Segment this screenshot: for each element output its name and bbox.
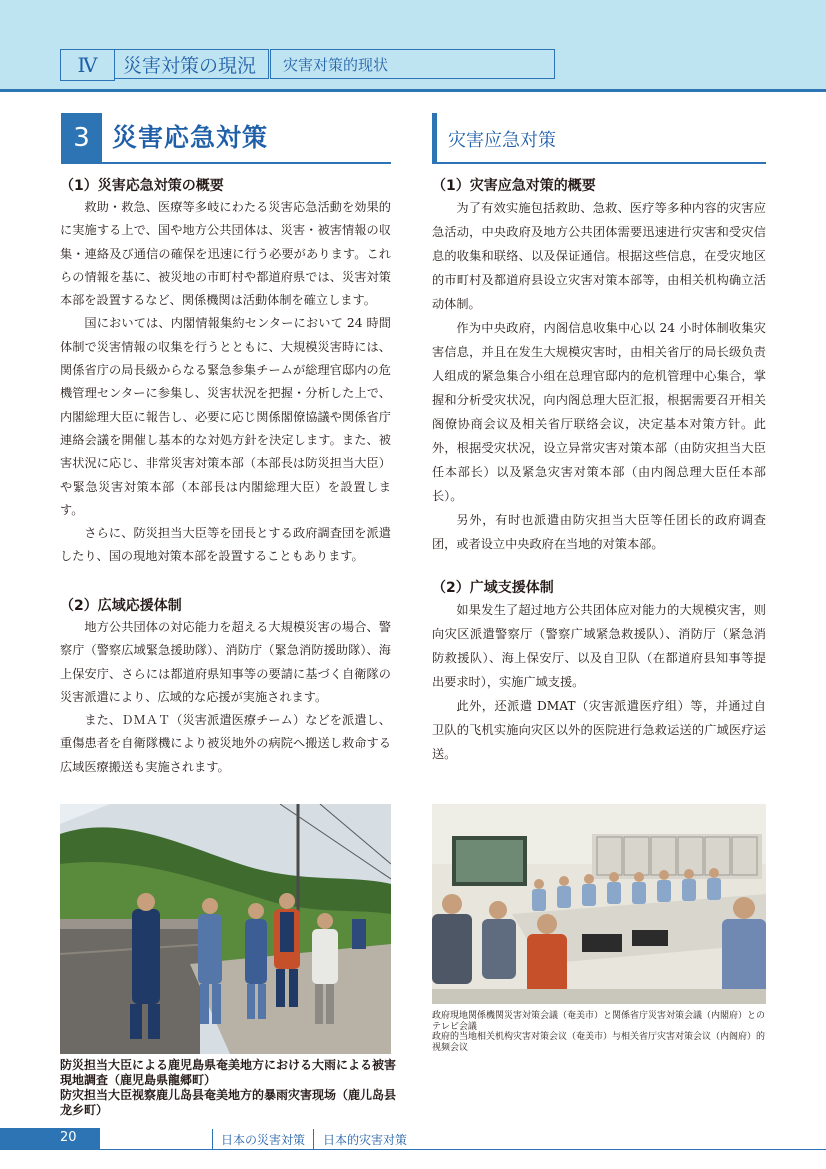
disaster-site-photo bbox=[60, 804, 391, 1054]
cn-s2-heading: （2）广域支援体制 bbox=[432, 580, 554, 596]
cn-s1-paragraph-2: 作为中央政府，内阁信息收集中心以 24 小时体制收集灾害信息，并且在发生大规模灾害时，由相关省厅的局长级负责人组成的紧急集合小组在总理官邸内的危机管理中心集合，掌握和分析受灾状况，向内阁总理大臣汇报，根据需要召开相关阁僚协商会议及相关省厅联络会议，决定基本对策方针。此外，根据受灾状况，设立异常灾害对策本部（由防灾担当大臣任本部长）以及紧急灾害对策本部（由内阁总理大臣任本部长）。 bbox=[432, 321, 766, 503]
jp-s2-heading: （2）広域応援体制 bbox=[60, 598, 182, 614]
video-conference-photo bbox=[432, 804, 766, 1004]
footer-white-area bbox=[60, 1128, 826, 1149]
section-title-cn: 灾害应急对策 bbox=[448, 130, 556, 151]
jp-column-part1 bbox=[60, 176, 391, 569]
footer-rule bbox=[0, 1149, 826, 1150]
section-rule-cn bbox=[432, 162, 766, 164]
jp-column-part2 bbox=[60, 596, 391, 779]
jp-s1-paragraph-3: さらに、防災担当大臣等を団長とする政府調査団を派遣したり、国の現地対策本部を設置することもあります。 bbox=[60, 526, 391, 564]
cn-column-part2 bbox=[432, 578, 766, 766]
left-photo-caption bbox=[60, 1058, 396, 1118]
jp-s1-paragraph-2: 国においては、内閣情報集約センターにおいて 24 時間体制で災害情報の収集を行うとともに、大規模災害時には、関係省庁の局長級からなる緊急参集チームが総理官邸内の危機管理センターに参集し、災害状況を把握・分析した上で、内閣総理大臣に報告し、必要に応じ関係閣僚協議や関係省庁連絡会議を開催し基本的な対処方針を決定します。また、被害状況に応じ、非常災害対策本部（本部長は防災担当大臣）や緊急災害対策本部（本部長は内閣総理大臣）を設置します。 bbox=[60, 316, 391, 517]
left-caption-cn: 防灾担当大臣视察鹿儿岛县奄美地方的暴雨灾害现场（鹿儿岛县龙乡町） bbox=[60, 1088, 397, 1117]
header-rule bbox=[0, 89, 826, 92]
right-caption-jp: 政府現地関係機関災害対策会議（奄美市）と関係省庁災害対策会議（内閣府）とのテレビ会議 bbox=[432, 1011, 766, 1032]
chapter-number: Ⅳ bbox=[60, 49, 115, 81]
cn-column-part1 bbox=[432, 176, 766, 556]
cn-s1-paragraph-1: 为了有效实施包括救助、急救、医疗等多种内容的灾害应急活动，中央政府及地方公共团体需要迅速进行灾害和受灾信息的收集和联络、以及保证通信。根据这些信息，在受灾地区的市町村及都道府县设立灾害对策本部等，由相关机构确立活动体制。 bbox=[432, 201, 766, 311]
cn-s1-paragraph-3: 另外，有时也派遣由防灾担当大臣等任团长的政府调查团，或者设立中央政府在当地的对策本部。 bbox=[432, 513, 766, 551]
footer-book-title-cn: 日本的灾害对策 bbox=[323, 1132, 408, 1147]
jp-s2-paragraph-1: 地方公共団体の対応能力を超える大規模災害の場合、警察庁（警察広域緊急援助隊）、消防庁（緊急消防援助隊）、海上保安庁、さらには都道府県知事等の要請に基づく自衛隊の災害派遣により、広域的な応援が実施されます。 bbox=[60, 620, 391, 704]
section-marker-cn bbox=[432, 113, 437, 163]
chapter-title-jp: 災害対策の現況 bbox=[114, 49, 269, 79]
right-photo-caption bbox=[432, 1011, 766, 1053]
section-rule-jp bbox=[61, 162, 391, 164]
right-caption-cn: 政府的当地相关机构灾害对策会议（奄美市）与相关省厅灾害对策会议（内阁府）的视频会议 bbox=[432, 1032, 766, 1053]
section-number: 3 bbox=[61, 113, 102, 163]
cn-s2-paragraph-1: 如果发生了超过地方公共团体应对能力的大规模灾害，则向灾区派遣警察厅（警察广域紧急救援队）、消防厅（紧急消防救援队）、海上保安厅、以及自卫队（在都道府县知事等提出要求时），实施广域支援。 bbox=[432, 603, 766, 689]
chapter-title-cn: 灾害对策的现状 bbox=[270, 49, 555, 79]
cn-s1-heading: （1）灾害应急对策的概要 bbox=[432, 178, 596, 194]
left-caption-jp: 防災担当大臣による鹿児島県奄美地方における大雨による被害現地調査（鹿児島県龍郷町） bbox=[60, 1058, 397, 1087]
page-number: 20 bbox=[60, 1130, 77, 1145]
footer-book-title-jp: 日本の災害対策 bbox=[212, 1129, 314, 1149]
page-number-box bbox=[0, 1128, 100, 1149]
cn-s2-paragraph-2: 此外，还派遣 DMAT（灾害派遣医疗组）等，并通过自卫队的飞机实施向灾区以外的医院进行急救运送的广域医疗运送。 bbox=[432, 699, 766, 761]
jp-s1-paragraph-1: 救助・救急、医療等多岐にわたる災害応急活動を効果的に実施する上で、国や地方公共団体は、災害・被害情報の収集・連絡及び通信の確保を迅速に行う必要があります。これらの情報を基に、被災地の市町村や都道府県では、災害対策本部を設置するなど、関係機関は活動体制を確立します。 bbox=[60, 200, 391, 308]
jp-s2-paragraph-2: また、ＤＭＡＴ（災害派遣医療チーム）などを派遣し、重傷患者を自衛隊機により被災地外の病院へ搬送し救命する広域医療搬送も実施されます。 bbox=[60, 713, 391, 774]
section-title-jp: 災害応急対策 bbox=[112, 123, 269, 152]
jp-s1-heading: （1）災害応急対策の概要 bbox=[60, 178, 224, 194]
